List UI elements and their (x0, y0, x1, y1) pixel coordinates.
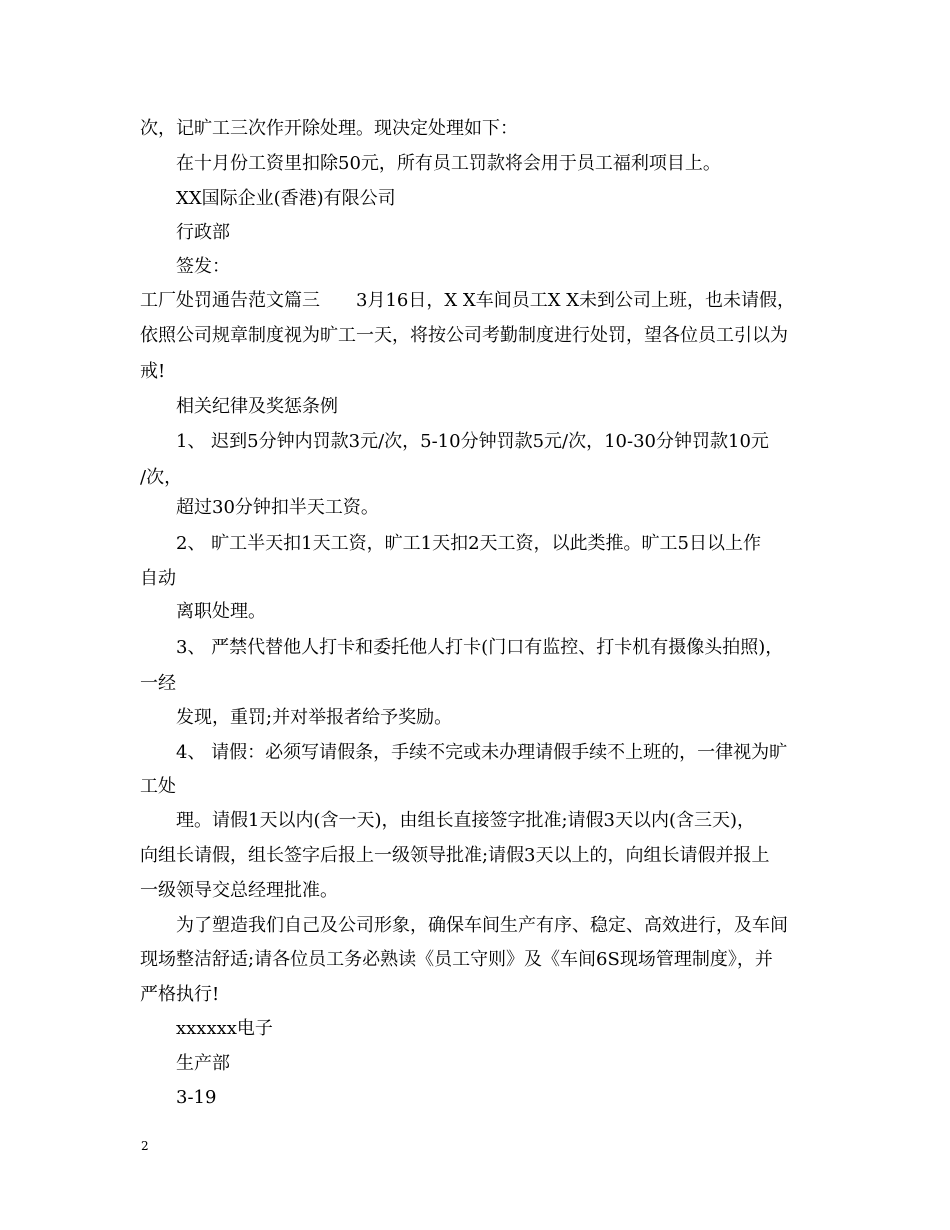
text-line: 1、 迟到5分钟内罚款3元/次，5-10分钟罚款5元/次，10-30分钟罚款10元 (176, 431, 769, 452)
text-line: 3-19 (176, 1087, 217, 1108)
text-line: 3、 严禁代替他人打卡和委托他人打卡(门口有监控、打卡机有摄像头拍照)， (176, 637, 784, 658)
text-line: 工厂处罚通告范文篇三 3月16日，X X车间员工X X未到公司上班，也未请假， (140, 290, 796, 311)
text-line: 工处 (140, 776, 176, 797)
text-line: 离职处理。 (176, 601, 266, 622)
text-line: 生产部 (176, 1053, 230, 1074)
text-line: 戒! (140, 361, 166, 382)
text-line: 发现，重罚;并对举报者给予奖励。 (176, 707, 453, 728)
text-line: 向组长请假，组长签字后报上一级领导批准;请假3天以上的，向组长请假并报上 (140, 845, 770, 866)
text-line: 为了塑造我们自己及公司形象，确保车间生产有序、稳定、高效进行，及车间 (176, 915, 788, 936)
text-line: 一经 (140, 673, 176, 694)
text-line: 依照公司规章制度视为旷工一天，将按公司考勤制度进行处罚，望各位员工引以为 (140, 325, 788, 346)
text-line: 次，记旷工三次作开除处理。现决定处理如下： (140, 118, 518, 139)
text-line: 行政部 (176, 222, 230, 243)
text-line: xxxxxx电子 (176, 1018, 273, 1039)
text-line: 在十月份工资里扣除50元，所有员工罚款将会用于员工福利项目上。 (176, 153, 721, 174)
text-line: 严格执行! (140, 984, 220, 1005)
page-number: 2 (141, 1139, 149, 1153)
text-line: XX国际企业(香港)有限公司 (176, 188, 396, 209)
text-line: 理。请假1天以内(含一天)，由组长直接签字批准;请假3天以内(含三天)， (176, 810, 756, 831)
text-line: 一级领导交总经理批准。 (140, 880, 338, 901)
text-line: 现场整洁舒适;请各位员工务必熟读《员工守则》及《车间6S现场管理制度》，并 (140, 949, 773, 970)
text-line: 4、 请假：必须写请假条，手续不完或未办理请假手续不上班的，一律视为旷 (176, 742, 788, 763)
text-line: 2、 旷工半天扣1天工资，旷工1天扣2天工资，以此类推。旷工5日以上作 (176, 533, 761, 554)
text-line: /次， (140, 467, 183, 488)
text-line: 超过30分钟扣半天工资。 (176, 497, 379, 518)
text-line: 相关纪律及奖惩条例 (176, 396, 338, 417)
text-line: 签发： (176, 256, 230, 277)
text-line: 自动 (140, 568, 176, 589)
